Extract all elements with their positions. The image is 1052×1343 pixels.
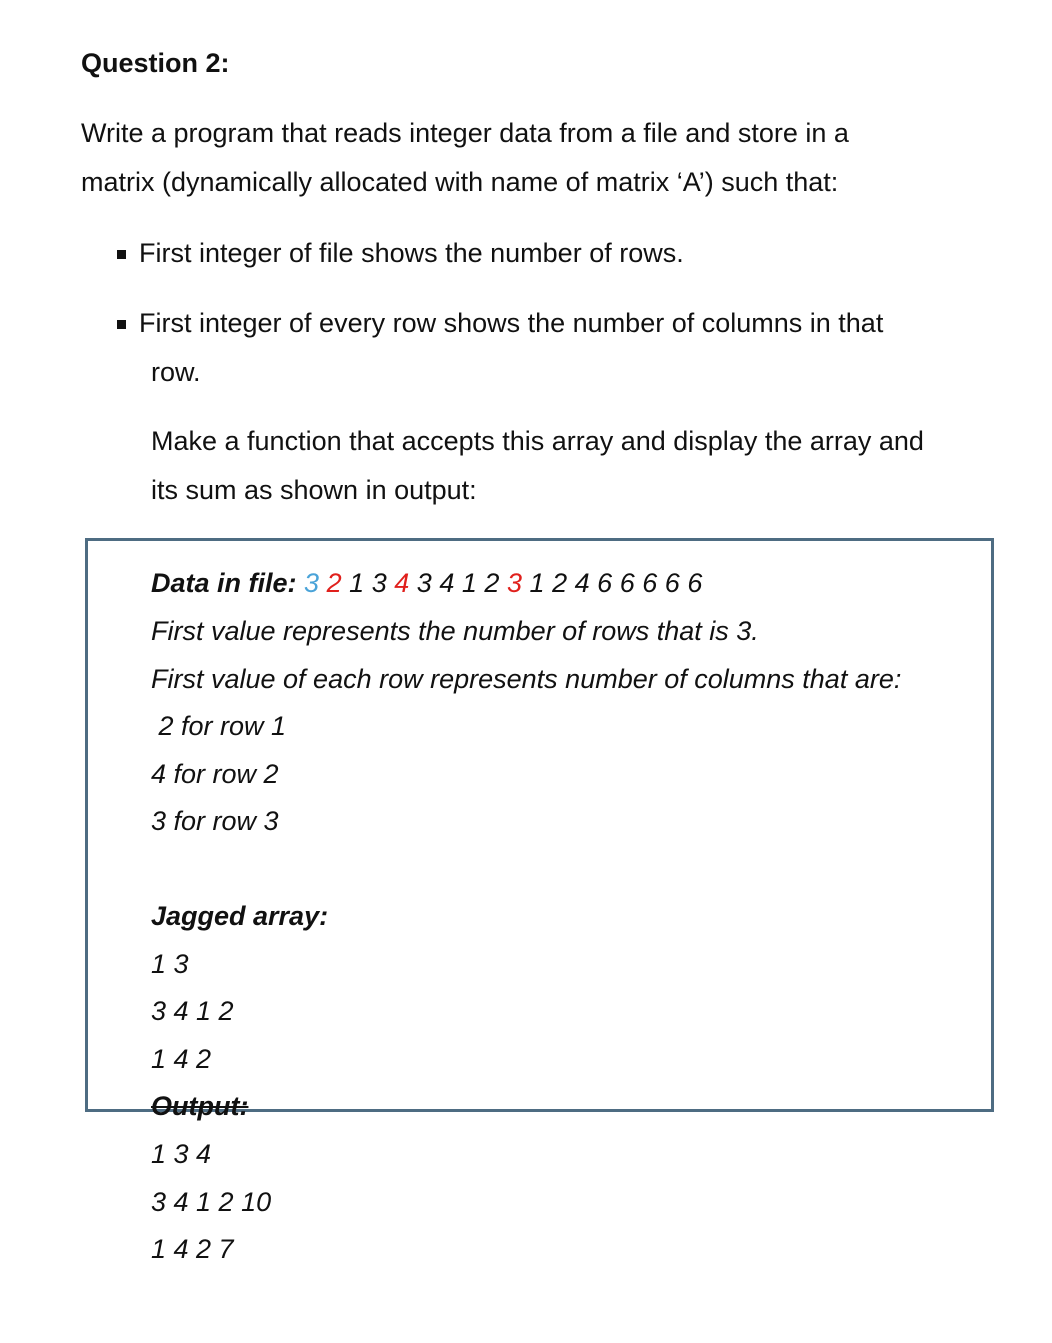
output-row-2: 3 4 1 2 10 — [151, 1187, 272, 1217]
output-row-3: 1 4 2 7 — [151, 1234, 234, 1264]
jagged-row-2: 3 4 1 2 — [151, 996, 234, 1026]
jagged-row-3: 1 4 2 — [151, 1044, 212, 1074]
function-line-2: its sum as shown in output: — [151, 475, 477, 505]
data-token: 6 — [664, 568, 680, 598]
data-token: 4 — [394, 568, 410, 598]
jagged-row-1: 1 3 — [151, 949, 189, 979]
data-tokens — [304, 568, 702, 598]
data-token: 3 — [506, 568, 522, 598]
data-token: 4 — [574, 568, 590, 598]
data-token: 6 — [619, 568, 635, 598]
question-title: Question 2: — [81, 48, 230, 78]
bullet-item-columns: First integer of every row shows the number of columns in that — [139, 308, 884, 338]
bullet-item-rows: First integer of file shows the number of rows. — [139, 238, 684, 268]
function-line-1: Make a function that accepts this array and display the array and — [151, 426, 924, 456]
output-label: Output: — [151, 1091, 249, 1121]
rows-explanation: First value represents the number of rows that is 3. — [151, 616, 759, 646]
data-token: 1 — [349, 568, 365, 598]
data-token: 6 — [687, 568, 703, 598]
bullet-square-icon — [117, 250, 126, 259]
bullet-square-icon — [117, 320, 126, 329]
data-token: 4 — [439, 568, 455, 598]
jagged-array-label: Jagged array: — [151, 901, 329, 931]
data-token: 1 — [529, 568, 545, 598]
data-token: 6 — [597, 568, 613, 598]
data-token: 1 — [461, 568, 477, 598]
data-token: 2 — [552, 568, 568, 598]
data-in-file-label: Data in file: — [151, 568, 297, 598]
data-token: 3 — [304, 568, 320, 598]
cols-row-2: 4 for row 2 — [151, 759, 279, 789]
data-token: 3 — [371, 568, 387, 598]
data-token: 2 — [484, 568, 500, 598]
cols-row-1: 2 for row 1 — [151, 711, 287, 741]
bullet-item-columns-cont: row. — [151, 357, 201, 387]
data-token: 6 — [642, 568, 658, 598]
cols-row-3: 3 for row 3 — [151, 806, 279, 836]
intro-line-1: Write a program that reads integer data from a file and store in a — [81, 118, 849, 148]
data-token: 2 — [326, 568, 342, 598]
cols-explanation: First value of each row represents number of columns that are: — [151, 664, 902, 694]
intro-line-2: matrix (dynamically allocated with name of matrix ‘A’) such that: — [81, 167, 839, 197]
output-row-1: 1 3 4 — [151, 1139, 212, 1169]
data-in-file-line — [151, 568, 702, 599]
data-token: 3 — [416, 568, 432, 598]
